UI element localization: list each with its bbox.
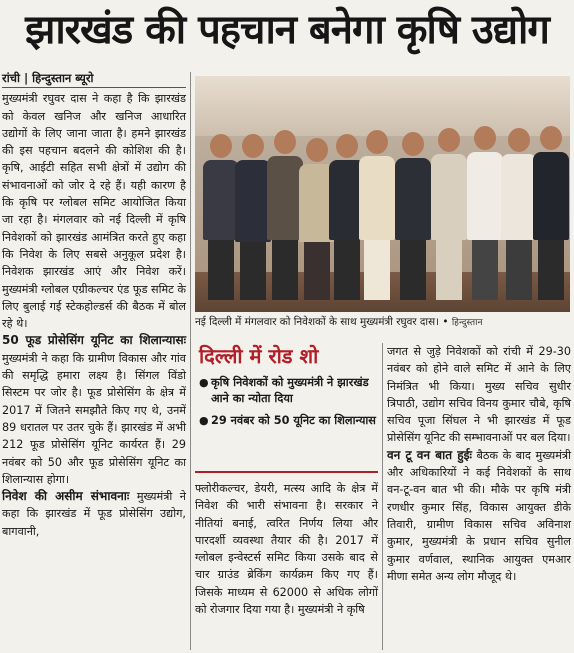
paragraph: जगत से जुड़े निवेशकों को रांची में 29-30 नवंबर को होने वाले समिट में आने के लिए निमंत्रित भी किया। मुख्य सचिव सुधीर त्रिपाठी, उद्योग सचिव विनय कुमार चौबे, कृषि सचिव पूजा सिंघल ने भी झारखंड में फूड प्रोसेसिंग यूनिट की सम्भावनाओं पर बल दिया। — [387, 345, 571, 445]
caption-text: नई दिल्ली में मंगलवार को निवेशकों के साथ मुख्यमंत्री रघुवर दास। • — [195, 316, 449, 328]
box-list — [195, 375, 378, 429]
article-column-1 — [2, 70, 186, 540]
paragraph: मुख्यमंत्री ने कहा कि झारखंड में फूड प्रोसेसिंग उद्योग, बागवानी, — [2, 490, 186, 538]
list-item: ● 29 नवंबर को 50 यूनिट का शिलान्यास — [199, 414, 376, 427]
article-column-3 — [387, 343, 571, 585]
headline: झारखंड की पहचान बनेगा कृषि उद्योग — [25, 7, 549, 53]
bullet-icon: ● — [199, 376, 209, 389]
paragraph: मुख्यमंत्री रघुवर दास ने कहा है कि झारखंड को केवल खनिज और खनिज आधारित उद्योगों के लिए जाना जाता है। हमने झारखंड की इस पहचान बदलने की कोशिश की है। कृषि, आईटी सहित सभी क्षेत्रों में उद्योग की संभावनाओं को जोर दे रहे हैं। यही कारण है कि कृषि पर ग्लोबल समिट आयोजित किया जा रहा है। मंगलवार को नई दिल्ली में कृषि निवेशकों को झारखंड आमंत्रित करते हुए कहा कि निवेश के लिए सबसे अनुकूल प्रदेश है। निवेशक झारखंड आएं और निवेश करें। मुख्यमंत्री ग्लोबल एग्रीकल्चर एंड फूड समिट के लिए बुलाई गई स्टेकहोल्डर्स की बैठक में बोल रहे थे। — [2, 92, 186, 331]
subhead: निवेश की असीम संभावनाः — [2, 489, 130, 504]
subhead: वन टू वन बात हुईः — [387, 447, 472, 462]
article-column-2 — [195, 480, 378, 618]
box-divider — [195, 471, 378, 473]
box-title: दिल्ली में रोड शो — [199, 344, 319, 368]
paragraph: मुख्यमंत्री ने कहा कि ग्रामीण विकास और गांव की समृद्धि हमारा लक्ष्य है। सिंगल विंडो सिस्टम पर जोर है। फूड प्रोसेसिंग के क्षेत्र में 2017 में जितने समझौते किए गए थे, उनमें 89 धरातल पर उतर चुके हैं। झारखंड में अभी 212 फूड प्रोसेसिंग यूनिट कार्यरत हैं। 29 नवंबर को 50 और फूड प्रोसेसिंग यूनिट का शिलान्यास होगा। — [2, 351, 186, 486]
photo-credit: हिन्दुस्तान — [451, 318, 483, 328]
column-divider — [190, 72, 191, 650]
news-photo — [195, 76, 570, 312]
bullet-icon: ● — [199, 414, 209, 427]
dateline: रांची | हिन्दुस्तान ब्यूरो — [2, 70, 186, 88]
subhead: 50 फूड प्रोसेसिंग यूनिट का शिलान्यासः — [2, 333, 186, 348]
column-divider — [382, 343, 383, 650]
list-item: ● कृषि निवेशकों को मुख्यमंत्री ने झारखंड आने का न्योता दिया — [199, 376, 369, 405]
highlight-box — [195, 343, 378, 473]
photo-caption — [195, 316, 571, 330]
paragraph: बैठक के बाद मुख्यमंत्री और अधिकारियों ने कई निवेशकों के साथ वन-टू-वन बात भी की। मौके पर कृषि मंत्री रणधीर कुमार सिंह, विकास आयुक्त डीके तिवारी, ग्रामीण विकास सचिव अविनाश कुमार, मुख्यमंत्री के प्रधान सचिव सुनील कुमार वर्णवाल, स्थानिक आयुक्त एमआर मीणा समेत अन्य लोग मौजूद थे। — [387, 448, 572, 583]
paragraph: फ्लोरीकल्चर, डेयरी, मत्स्य आदि के क्षेत्र में निवेश की भारी संभावना है। सरकार ने नीतियां बनाई, त्वरित निर्णय लिया और पारदर्शी व्यवस्था तैयार की है। 2017 में ग्लोबल इन्वेस्टर्स समिट किया उसके बाद से चार ग्राउंड ब्रेकिंग कार्यक्रम किए गए हैं। जिसके माध्यम से 62000 से अधिक लोगों को रोजगार दिया गया है। मुख्यमंत्री ने कृषि — [195, 482, 378, 617]
